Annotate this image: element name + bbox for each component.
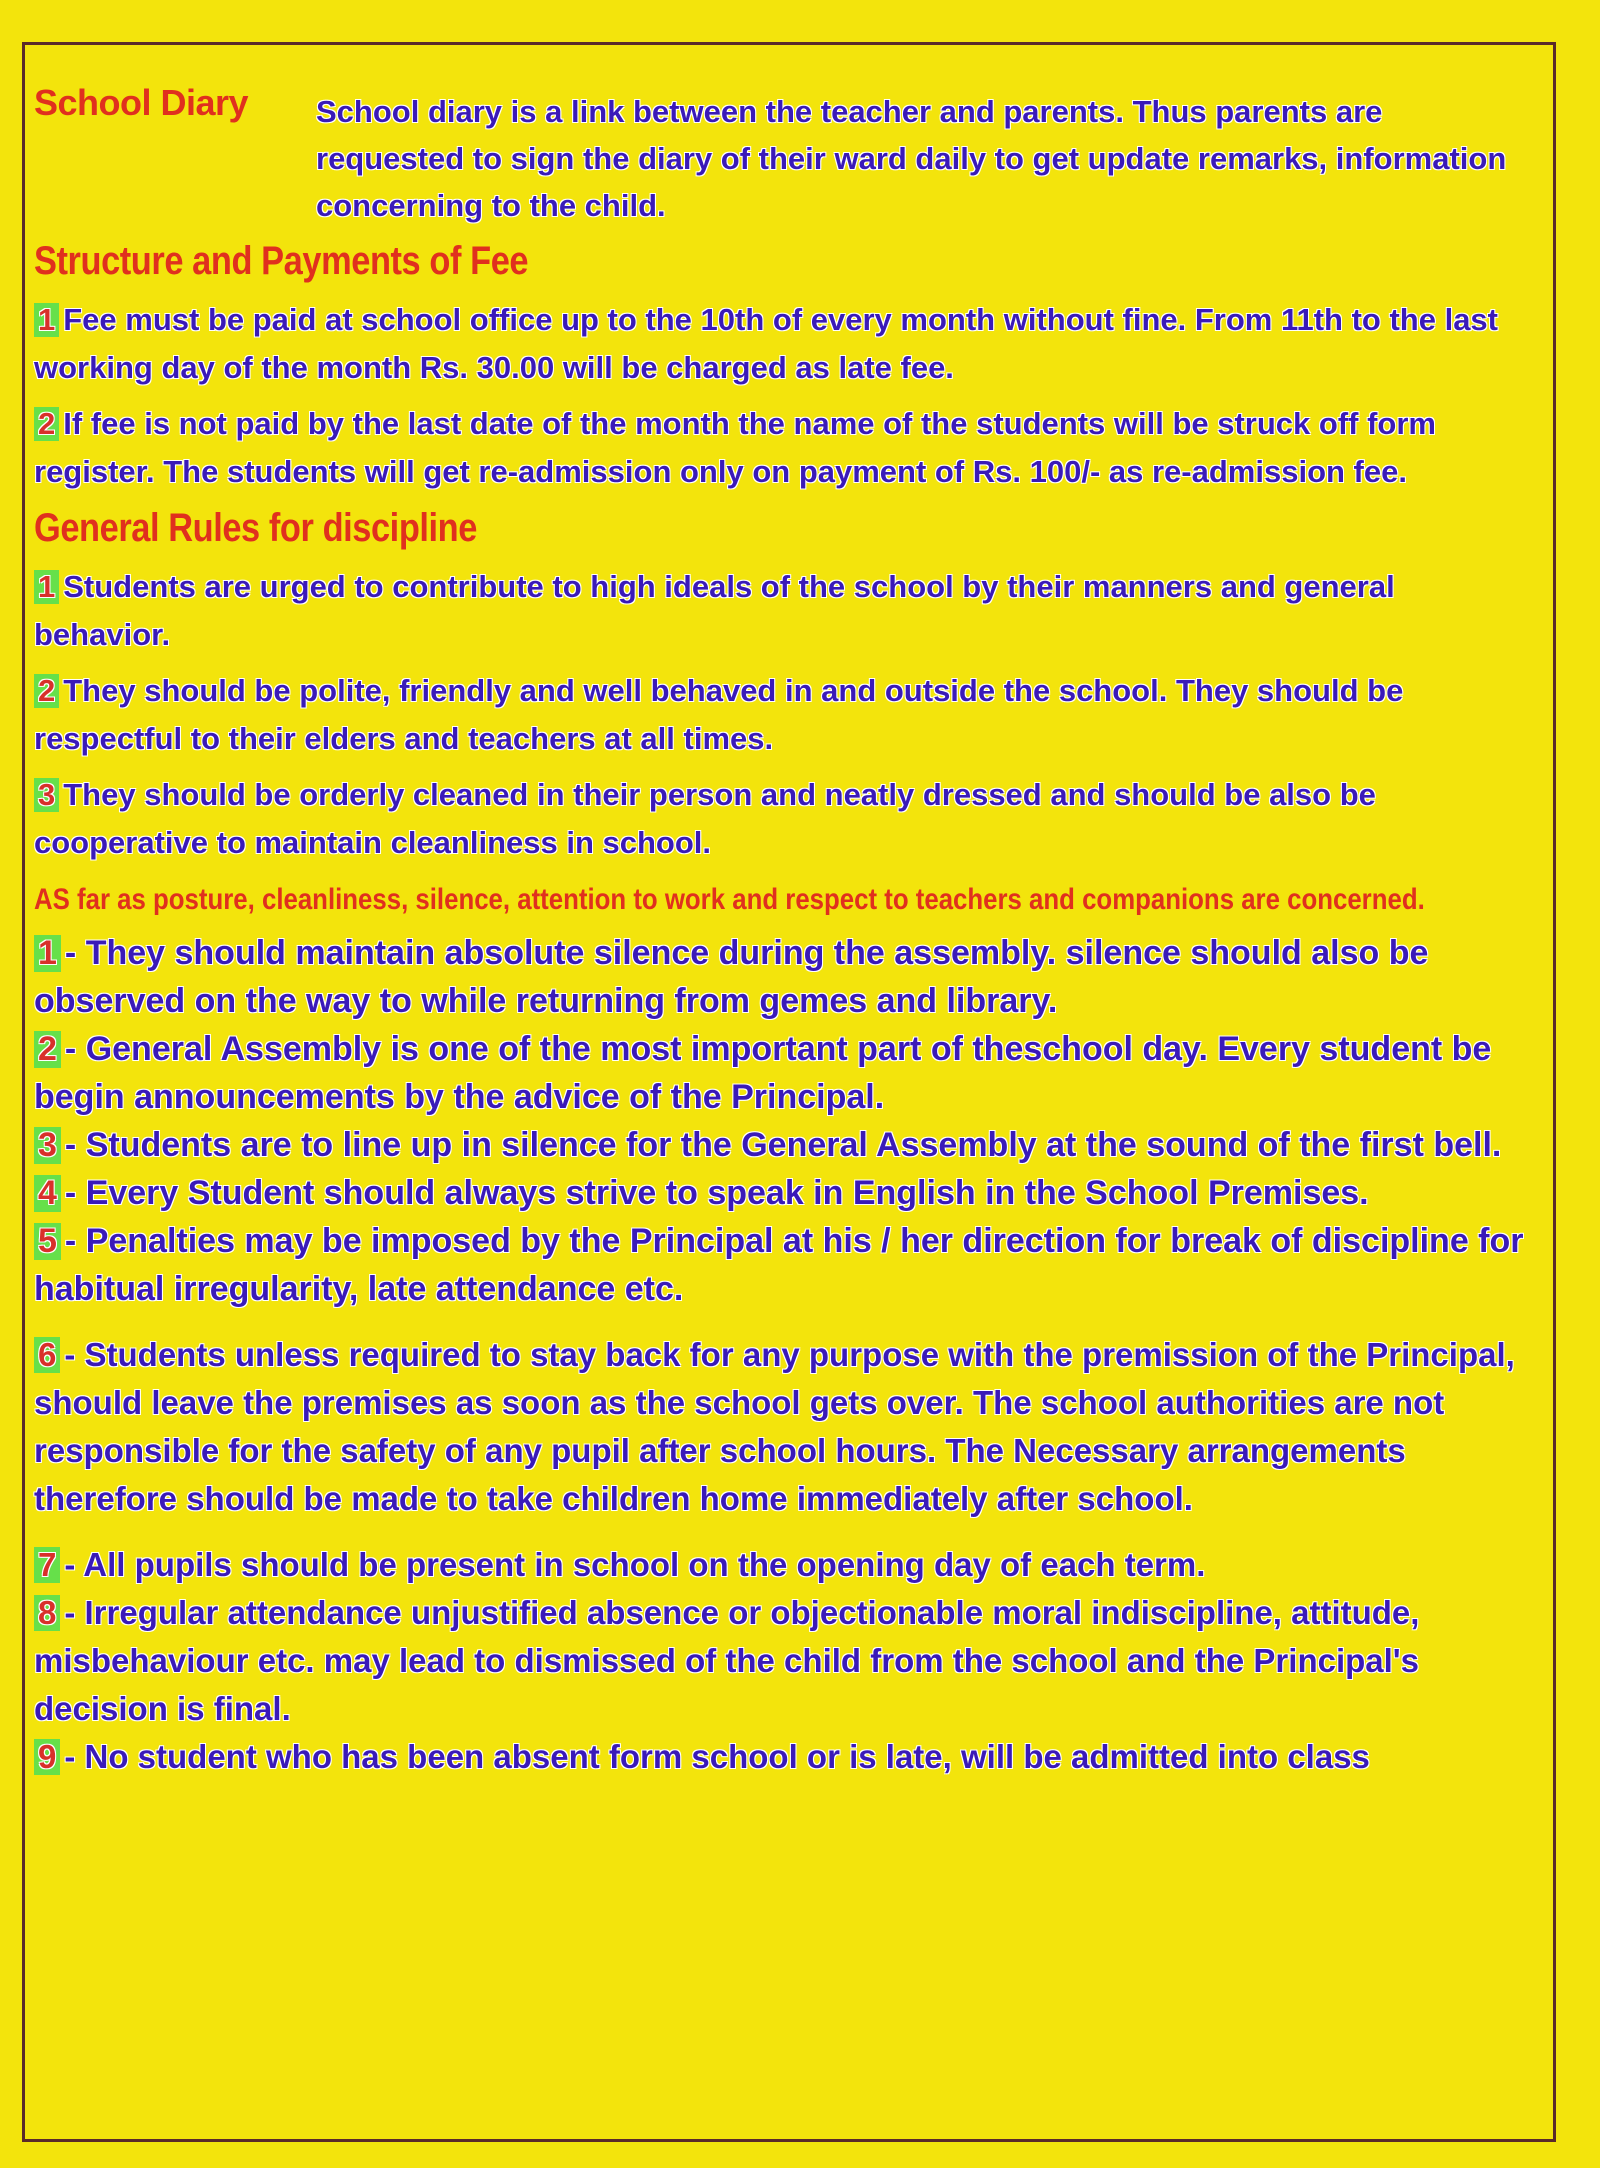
rule-text: - Students are to line up in silence for the General Assembly at the sound of the first bell. <box>64 1126 1502 1164</box>
rule-item-wrapper <box>34 1589 1534 1733</box>
fee-item-number: 1 <box>34 303 59 337</box>
rule-item <box>34 1589 1534 1733</box>
rule-number: 5 <box>34 1223 61 1260</box>
rule-item <box>34 1733 1534 1781</box>
rule-text: - General Assembly is one of the most important part of theschool day. Every student be begin announcements by the advice of the Principal. <box>34 1030 1492 1116</box>
rule-item-wrapper <box>34 1331 1534 1523</box>
rules-list <box>34 929 1534 1781</box>
general-rules-title: General Rules for discipline <box>34 506 477 550</box>
general-rule-item <box>34 667 1534 763</box>
fee-item-text: Fee must be paid at school office up to the 10th of every month without fine. From 11th to the last working day of the month Rs. 30.00 will be charged as late fee. <box>34 302 1498 385</box>
fee-section <box>34 239 1534 496</box>
rule-number: 7 <box>34 1547 60 1583</box>
discipline-notice: AS far as posture, cleanliness, silence, attention to work and respect to teachers and companions are concerned. <box>34 883 1425 916</box>
fee-item-number: 2 <box>34 407 59 441</box>
school-diary-title: School Diary <box>34 82 249 123</box>
rule-text: - They should maintain absolute silence during the assembly. silence should also be observed on the way to while returning from gemes and library. <box>34 934 1429 1020</box>
general-rule-text: They should be orderly cleaned in their person and neatly dressed and should be also be cooperative to maintain cleanliness in school. <box>34 777 1376 860</box>
rule-text: - Irregular attendance unjustified absence or objectionable moral indiscipline, attitude, misbehaviour etc. may lead to dismissed of the child from the school and the Principal's decision is final. <box>34 1594 1420 1727</box>
general-rule-text: They should be polite, friendly and well behaved in and outside the school. They should be respectful to their elders and teachers at all times. <box>34 673 1404 756</box>
rule-item <box>34 1025 1534 1121</box>
document-content <box>34 80 1534 1781</box>
general-rule-item <box>34 771 1534 867</box>
general-rule-number: 2 <box>34 674 59 708</box>
rule-item <box>34 1121 1534 1169</box>
general-rule-item <box>34 563 1534 659</box>
rule-number: 2 <box>34 1031 61 1068</box>
rule-number: 9 <box>34 1739 60 1775</box>
school-diary-section <box>34 82 1534 229</box>
general-rule-number: 1 <box>34 570 59 604</box>
fee-item <box>34 400 1534 496</box>
rule-number: 6 <box>34 1337 60 1373</box>
rule-number: 1 <box>34 935 61 972</box>
rule-item <box>34 1217 1534 1313</box>
rule-item-wrapper <box>34 1541 1534 1589</box>
general-rules-section <box>34 506 1534 867</box>
rule-text: - All pupils should be present in school on the opening day of each term. <box>64 1546 1206 1583</box>
rule-item <box>34 1169 1534 1217</box>
general-rule-number: 3 <box>34 778 59 812</box>
fee-item <box>34 296 1534 392</box>
fee-title: Structure and Payments of Fee <box>34 239 529 283</box>
rule-item <box>34 1331 1534 1523</box>
fee-item-text: If fee is not paid by the last date of the month the name of the students will be struck off form register. The students will get re-admission only on payment of Rs. 100/- as re-admission fee. <box>34 406 1436 489</box>
rule-text: - Penalties may be imposed by the Principal at his / her direction for break of discipline for habitual irregularity, late attendance etc. <box>34 1222 1524 1308</box>
rule-text: - Every Student should always strive to speak in English in the School Premises. <box>64 1174 1369 1212</box>
general-rule-text: Students are urged to contribute to high ideals of the school by their manners and general behavior. <box>34 569 1395 652</box>
rule-text: - Students unless required to stay back for any purpose with the premission of the Principal, should leave the premises as soon as the school gets over. The school authorities are not responsible for the safety of any pupil after school hours. The Necessary arrangements therefore should be made to take children home immediately after school. <box>34 1336 1515 1517</box>
rule-number: 8 <box>34 1595 60 1631</box>
school-diary-text: School diary is a link between the teacher and parents. Thus parents are requested to sign the diary of their ward daily to get update remarks, information concerning to the child. <box>316 94 1507 223</box>
rule-item <box>34 929 1534 1025</box>
rule-item <box>34 1541 1534 1589</box>
rule-item-wrapper <box>34 1733 1534 1781</box>
rule-number: 3 <box>34 1127 61 1164</box>
rule-text: - No student who has been absent form school or is late, will be admitted into class <box>64 1738 1370 1775</box>
rule-number: 4 <box>34 1175 61 1212</box>
